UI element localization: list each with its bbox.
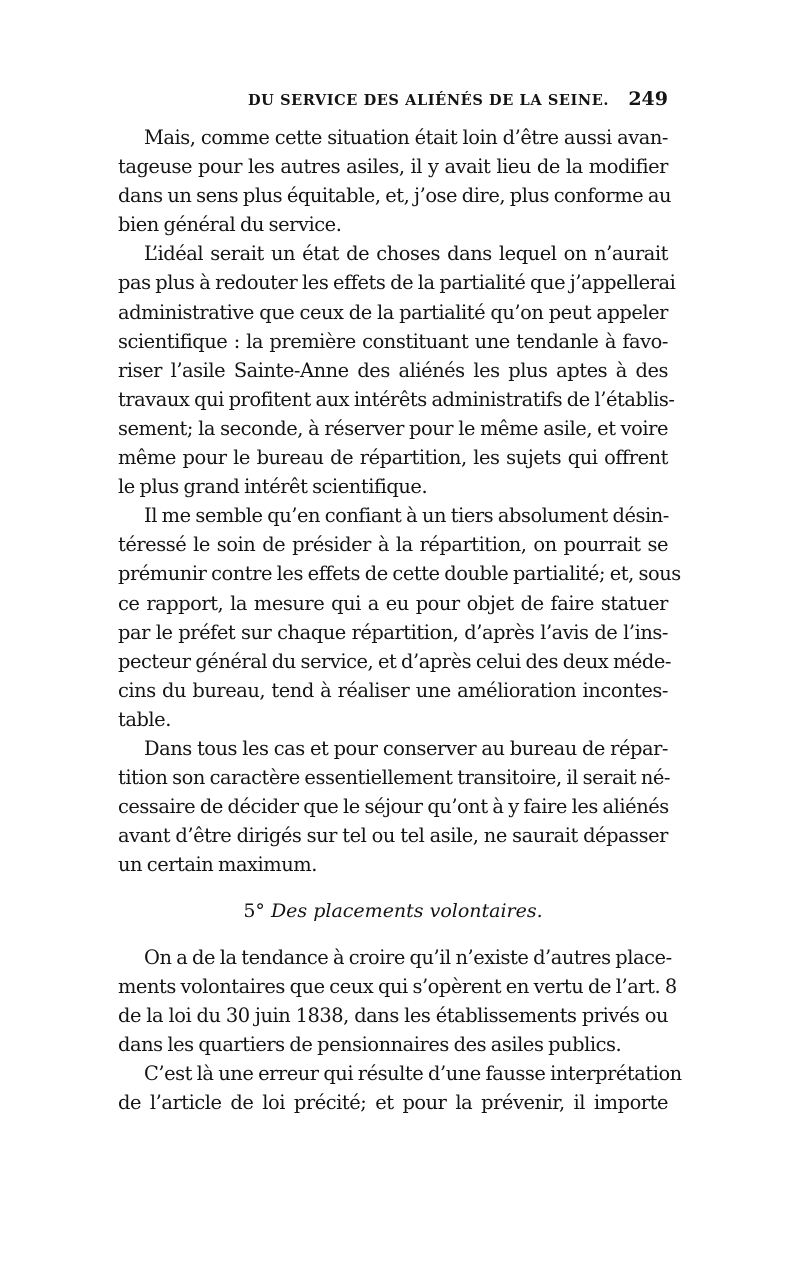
text-line: riser l’asile Sainte-Anne des aliénés les plus aptes à des xyxy=(118,358,668,382)
running-header xyxy=(118,86,668,116)
text-line: tition son caractère essentiellement transitoire, il serait né- xyxy=(118,766,671,790)
section-heading xyxy=(118,896,668,926)
text-line: tageuse pour les autres asiles, il y avait lieu de la modifier xyxy=(118,155,668,179)
text-line: ce rapport, la mesure qui a eu pour objet de faire statuer xyxy=(118,591,668,615)
text-line: administrative que ceux de la partialité qu’on peut appeler xyxy=(118,300,668,324)
text-line: avant d’être dirigés sur tel ou tel asile, ne saurait dépasser xyxy=(118,824,668,848)
text-line: prémunir contre les effets de cette double partialité; et, sous xyxy=(118,562,681,586)
text-line: sement; la seconde, à réserver pour le même asile, et voire xyxy=(118,416,668,440)
text-line: pas plus à redouter les effets de la partialité que j’appellerai xyxy=(118,271,676,295)
text-line: travaux qui profitent aux intérêts administratifs de l’établis- xyxy=(118,387,675,411)
running-title: DU SERVICE DES ALIÉNÉS DE LA SEINE. xyxy=(248,92,610,109)
text-line: le plus grand intérêt scientifique. xyxy=(118,475,428,499)
text-line: C’est là une erreur qui résulte d’une fausse interprétation xyxy=(144,1062,682,1086)
text-line: dans les quartiers de pensionnaires des asiles publics. xyxy=(118,1033,622,1057)
text-line: cessaire de décider que le séjour qu’ont à y faire les aliénés xyxy=(118,795,669,819)
text-line: de la loi du 30 juin 1838, dans les établissements privés ou xyxy=(118,1004,668,1028)
text-line: On a de la tendance à croire qu’il n’existe d’autres place- xyxy=(144,946,672,969)
page-number: 249 xyxy=(628,88,668,110)
text-line: même pour le bureau de répartition, les sujets qui offrent xyxy=(118,446,668,470)
text-line: table. xyxy=(118,707,171,731)
text-line: par le préfet sur chaque répartition, d’après l’avis de l’ins- xyxy=(118,620,668,644)
section-title: Des placements volontaires. xyxy=(270,900,543,922)
section-number: 5° xyxy=(243,900,265,922)
text-line: Dans tous les cas et pour conserver au bureau de répar- xyxy=(144,736,668,760)
text-line: de l’article de loi précité; et pour la prévenir, il importe xyxy=(118,1091,668,1115)
text-line: bien général du service. xyxy=(118,213,342,237)
text-line: scientifique : la première constituant une tendanle à favo- xyxy=(118,329,668,353)
text-line: dans un sens plus équitable, et, j’ose dire, plus conforme au xyxy=(118,184,672,208)
text-line: Il me semble qu’en confiant à un tiers absolument désin- xyxy=(144,504,669,528)
text-line: Mais, comme cette situation était loin d’être aussi avan- xyxy=(144,126,668,149)
text-line: ments volontaires que ceux qui s’opèrent en vertu de l’art. 8 xyxy=(118,975,677,999)
text-line: cins du bureau, tend à réaliser une amélioration incontes- xyxy=(118,678,668,702)
text-line: un certain maximum. xyxy=(118,853,317,877)
body-text-before-section xyxy=(118,123,681,879)
text-line: L’idéal serait un état de choses dans lequel on n’aurait xyxy=(144,242,668,266)
text-line: pecteur général du service, et d’après celui des deux méde- xyxy=(118,649,672,673)
text-line: téressé le soin de présider à la répartition, on pourrait se xyxy=(118,533,668,557)
body-text-after-section xyxy=(118,943,682,1118)
